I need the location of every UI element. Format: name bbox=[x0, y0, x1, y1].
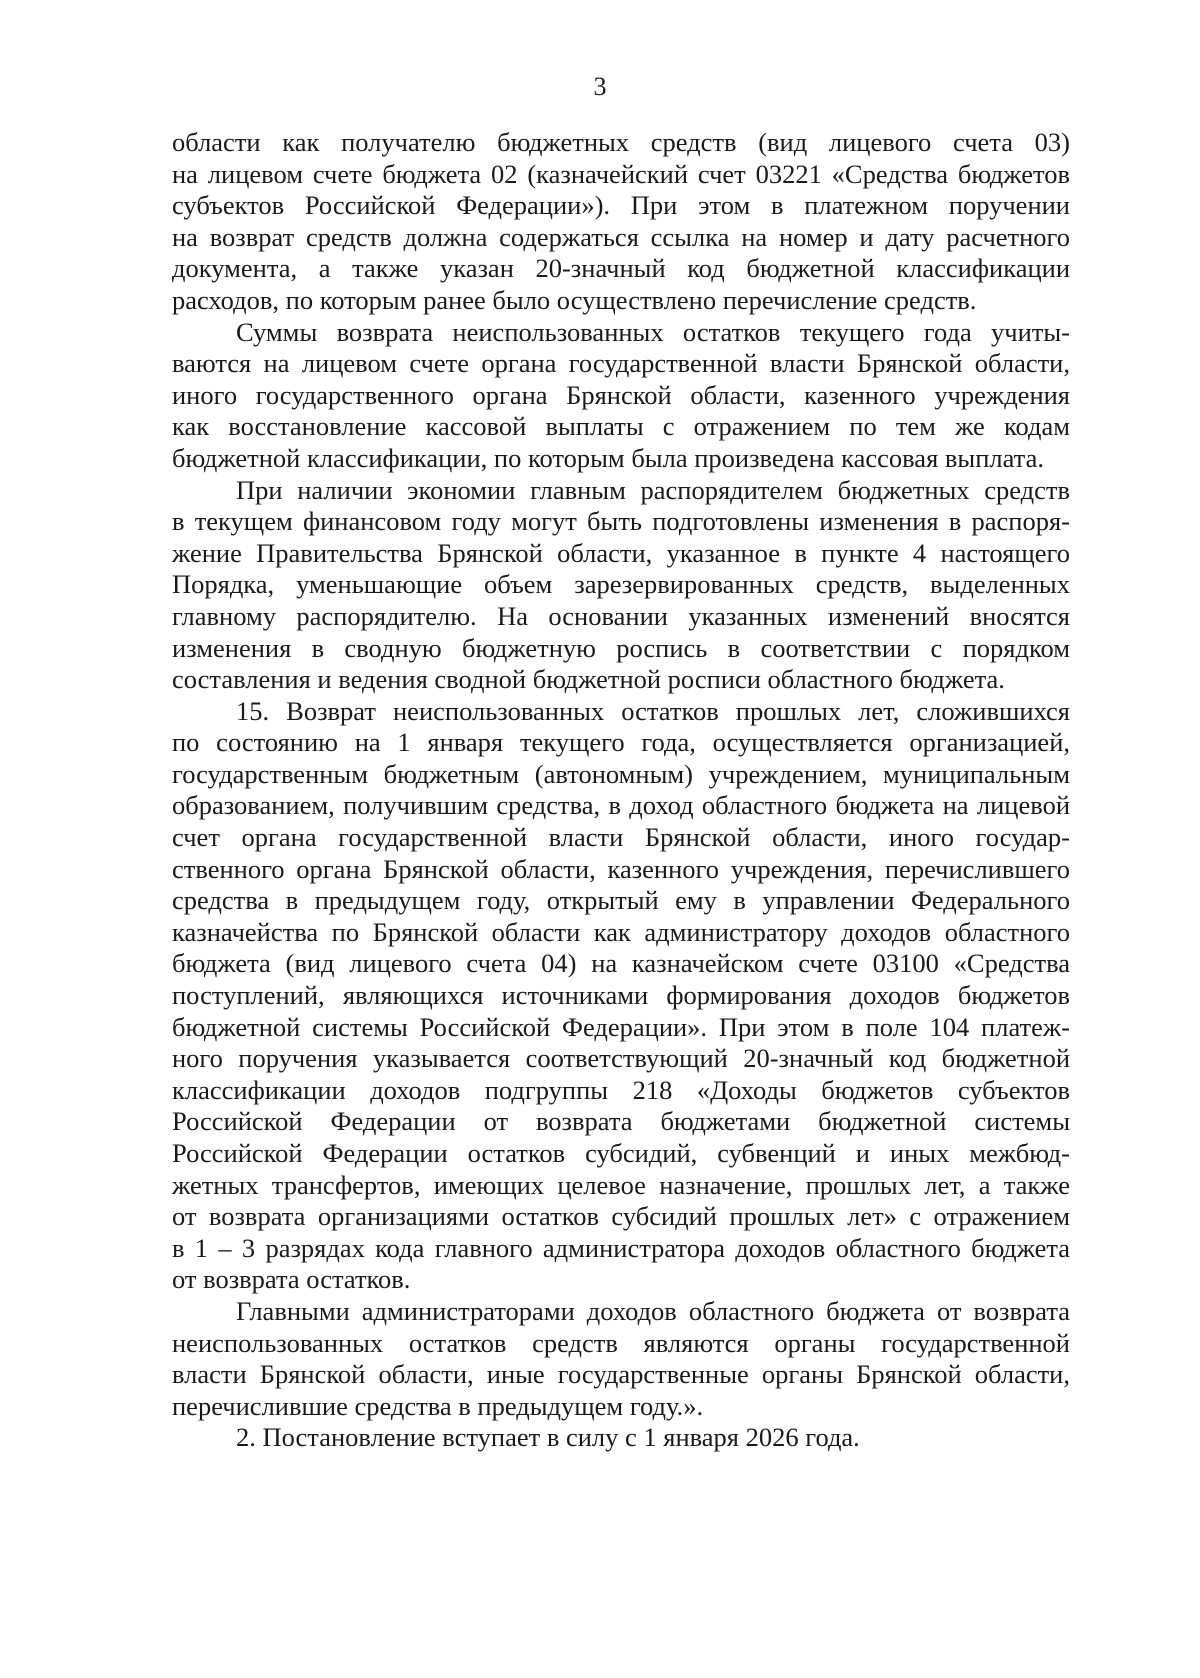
text-line: казначейства по Брянской области как администратору доходов областного bbox=[172, 916, 1070, 947]
text-line: расходов, по которым ранее было осуществлено перечисление средств. bbox=[172, 284, 977, 315]
text-line: области как получателю бюджетных средств (вид лицевого счета 03) bbox=[172, 127, 1070, 157]
text-line: бюджетной классификации, по которым была произведена кассовая выплата. bbox=[172, 442, 1044, 473]
text-line: государственным бюджетным (автономным) учреждением, муниципальным bbox=[172, 758, 1070, 789]
paragraph bbox=[172, 475, 1070, 696]
text-line: перечислившие средства в предыдущем году.». bbox=[172, 1390, 704, 1421]
text-line: поступлений, являющихся источниками формирования доходов бюджетов bbox=[172, 980, 1070, 1011]
text-line: бюджета (вид лицевого счета 04) на казначейском счете 03100 «Средства bbox=[172, 948, 1070, 979]
page-number: 3 bbox=[593, 72, 607, 101]
text-line: жетных трансфертов, имеющих целевое назначение, прошлых лет, а также bbox=[172, 1169, 1070, 1200]
text-line: 2. Постановление вступает в силу с 1 января 2026 года. bbox=[236, 1422, 860, 1453]
text-line: от возврата остатков. bbox=[172, 1264, 411, 1295]
text-line: в текущем финансовом году могут быть подготовлены изменения в распоря- bbox=[172, 506, 1070, 537]
text-line: образованием, получившим средства, в доход областного бюджета на лицевой bbox=[172, 790, 1070, 821]
text-line: на лицевом счете бюджета 02 (казначейский счет 03221 «Средства бюджетов bbox=[172, 158, 1070, 189]
text-line: Суммы возврата неиспользованных остатков текущего года учиты- bbox=[236, 316, 1070, 347]
text-line: классификации доходов подгруппы 218 «Доходы бюджетов субъектов bbox=[172, 1074, 1070, 1105]
text-line: счет органа государственной власти Брянской области, иного государ- bbox=[172, 822, 1070, 853]
text-line: составления и ведения сводной бюджетной росписи областного бюджета. bbox=[172, 664, 1005, 695]
text-line: Главными администраторами доходов областного бюджета от возврата bbox=[236, 1295, 1070, 1326]
text-line: неиспользованных остатков средств являются органы государственной bbox=[172, 1327, 1070, 1358]
text-line: ного поручения указывается соответствующий 20-значный код бюджетной bbox=[172, 1043, 1070, 1074]
paragraph bbox=[172, 1296, 1070, 1422]
text-line: Российской Федерации остатков субсидий, субвенций и иных межбюд- bbox=[172, 1138, 1070, 1168]
text-line: ственного органа Брянской области, казенного учреждения, перечислившего bbox=[172, 853, 1070, 884]
text-line: главному распорядителю. На основании указанных изменений вносятся bbox=[172, 600, 1070, 631]
text-line: При наличии экономии главным распорядителем бюджетных средств bbox=[236, 474, 1070, 505]
text-line: изменения в сводную бюджетную роспись в соответствии с порядком bbox=[172, 632, 1070, 663]
text-line: на возврат средств должна содержаться ссылка на номер и дату расчетного bbox=[172, 221, 1070, 252]
text-line: по состоянию на 1 января текущего года, осуществляется организацией, bbox=[172, 727, 1070, 758]
paragraph bbox=[172, 1422, 1070, 1454]
text-line: как восстановление кассовой выплаты с отражением по тем же кодам bbox=[172, 411, 1070, 442]
text-line: 15. Возврат неиспользованных остатков прошлых лет, сложившихся bbox=[236, 695, 1070, 726]
paragraph bbox=[172, 317, 1070, 475]
paragraph bbox=[172, 127, 1070, 317]
text-line: субъектов Российской Федерации»). При этом в платежном поручении bbox=[172, 190, 1070, 221]
text-line: средства в предыдущем году, открытый ему в управлении Федерального bbox=[172, 885, 1070, 916]
text-line: Российской Федерации от возврата бюджетами бюджетной системы bbox=[172, 1106, 1070, 1137]
document-body bbox=[172, 127, 1070, 1454]
paragraph bbox=[172, 696, 1070, 1296]
text-line: от возврата организациями остатков субсидий прошлых лет» с отражением bbox=[172, 1201, 1070, 1232]
text-line: бюджетной системы Российской Федерации». При этом в поле 104 платеж- bbox=[172, 1011, 1070, 1042]
text-line: ваются на лицевом счете органа государственной власти Брянской области, bbox=[172, 348, 1070, 379]
text-line: власти Брянской области, иные государственные органы Брянской области, bbox=[172, 1359, 1070, 1390]
text-line: жение Правительства Брянской области, указанное в пункте 4 настоящего bbox=[172, 537, 1070, 568]
text-line: иного государственного органа Брянской области, казенного учреждения bbox=[172, 379, 1070, 410]
text-line: документа, а также указан 20-значный код бюджетной классификации bbox=[172, 253, 1070, 284]
text-line: в 1 – 3 разрядах кода главного администратора доходов областного бюджета bbox=[172, 1232, 1070, 1263]
text-line: Порядка, уменьшающие объем зарезервированных средств, выделенных bbox=[172, 569, 1070, 600]
